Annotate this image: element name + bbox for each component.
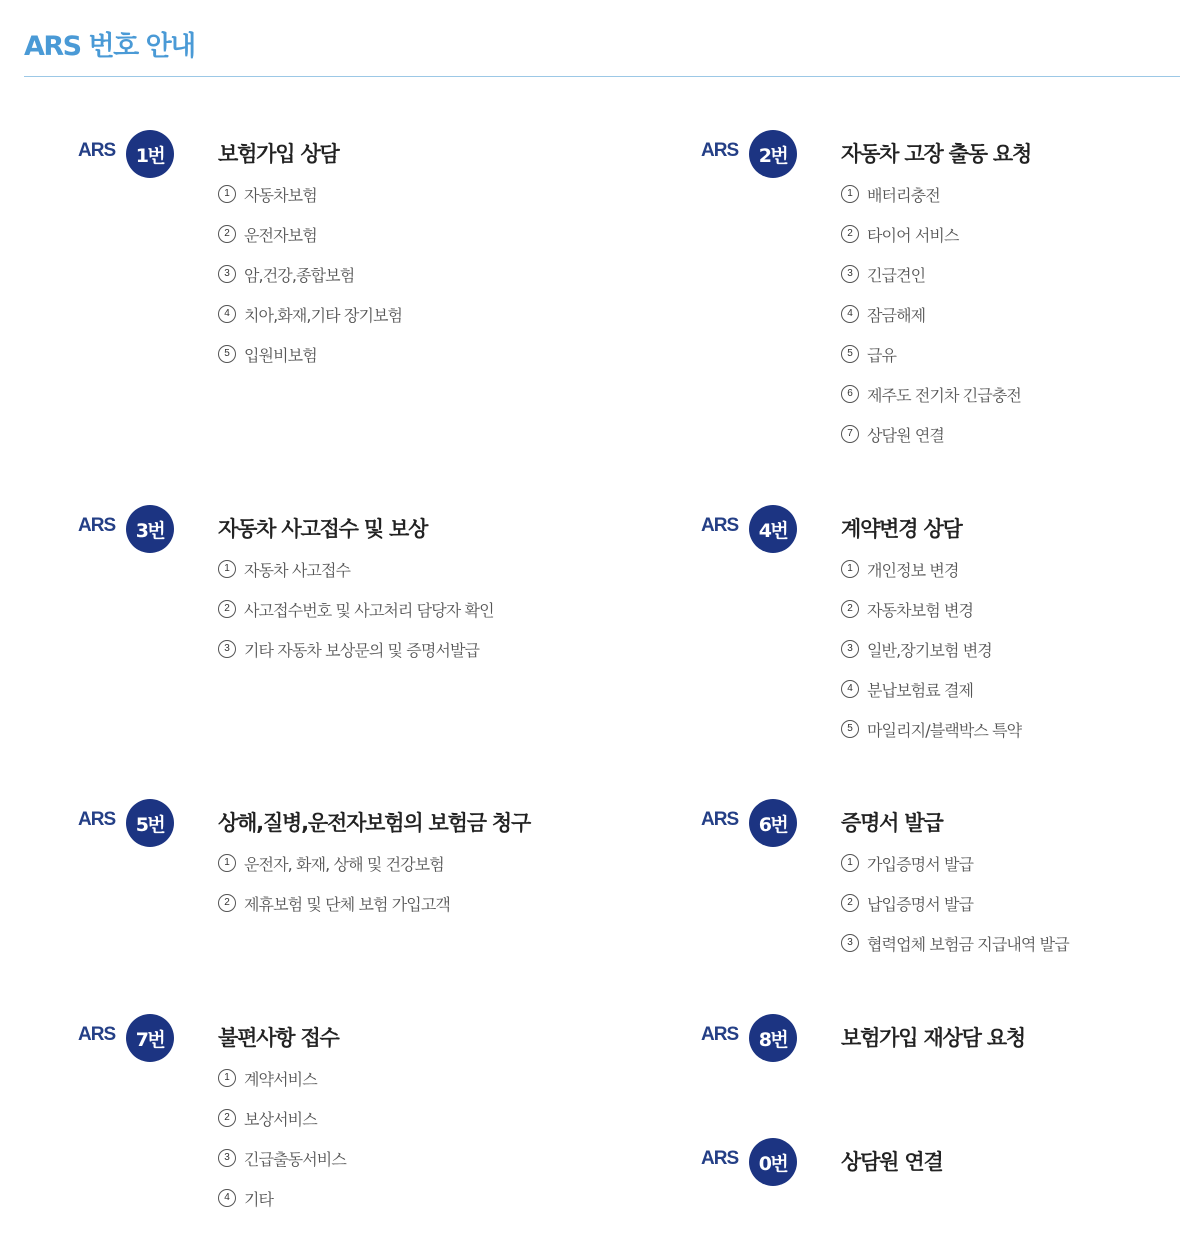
option-text: 마일리지/블랙박스 특약 — [867, 721, 1022, 740]
option-text: 입원비보험 — [244, 346, 317, 365]
option-item — [841, 183, 1021, 223]
section-title: 불편사항 접수 — [218, 1026, 339, 1050]
option-text: 보상서비스 — [244, 1110, 317, 1129]
circled-number-icon: 1 — [218, 854, 236, 872]
ars-number-badge: 3번 — [126, 505, 174, 553]
ars-number-badge: 6번 — [749, 799, 797, 847]
section-title: 보험가입 상담 — [218, 142, 339, 166]
option-item — [218, 183, 402, 223]
option-text: 개인정보 변경 — [867, 561, 959, 580]
option-item — [218, 1107, 346, 1147]
option-text: 분납보험료 결제 — [867, 681, 974, 700]
circled-number-icon: 2 — [841, 600, 859, 618]
option-text: 계약서비스 — [244, 1070, 317, 1089]
circled-number-icon: 2 — [841, 894, 859, 912]
option-text: 제주도 전기차 긴급충전 — [867, 386, 1021, 405]
circled-number-icon: 1 — [841, 560, 859, 578]
ars-label: ARS — [701, 140, 739, 161]
ars-label: ARS — [701, 515, 739, 536]
option-item — [841, 558, 1021, 598]
option-text: 운전자보험 — [244, 226, 317, 245]
option-text: 상담원 연결 — [867, 426, 944, 445]
circled-number-icon: 4 — [841, 305, 859, 323]
circled-number-icon: 3 — [841, 934, 859, 952]
option-item — [218, 558, 494, 598]
option-item — [218, 1147, 346, 1187]
option-text: 치아,화재,기타 장기보험 — [244, 306, 403, 325]
circled-number-icon: 4 — [841, 680, 859, 698]
option-item — [841, 343, 1021, 383]
circled-number-icon: 2 — [841, 225, 859, 243]
option-text: 일반,장기보험 변경 — [867, 641, 992, 660]
circled-number-icon: 5 — [218, 345, 236, 363]
option-text: 배터리충전 — [867, 186, 940, 205]
circled-number-icon: 4 — [218, 305, 236, 323]
option-item — [841, 383, 1021, 423]
circled-number-icon: 1 — [218, 560, 236, 578]
circled-number-icon: 2 — [218, 600, 236, 618]
circled-number-icon: 1 — [841, 854, 859, 872]
option-item — [218, 263, 402, 303]
option-text: 납입증명서 발급 — [867, 895, 974, 914]
option-text: 자동차보험 변경 — [867, 601, 974, 620]
option-text: 협력업체 보험금 지급내역 발급 — [867, 935, 1069, 954]
circled-number-icon: 3 — [841, 265, 859, 283]
option-item — [218, 852, 450, 892]
option-text: 암,건강,종합보험 — [244, 266, 355, 285]
section-title: 상담원 연결 — [841, 1150, 943, 1174]
option-text: 기타 자동차 보상문의 및 증명서발급 — [244, 641, 480, 660]
circled-number-icon: 3 — [841, 640, 859, 658]
option-item — [218, 343, 402, 383]
circled-number-icon: 2 — [218, 1109, 236, 1127]
option-text: 운전자, 화재, 상해 및 건강보험 — [244, 855, 444, 874]
option-list — [218, 852, 450, 932]
ars-number-badge: 0번 — [749, 1138, 797, 1186]
circled-number-icon: 3 — [218, 1149, 236, 1167]
option-text: 타이어 서비스 — [867, 226, 959, 245]
option-item — [841, 303, 1021, 343]
option-text: 자동차보험 — [244, 186, 317, 205]
option-item — [218, 892, 450, 932]
option-text: 긴급견인 — [867, 266, 926, 285]
circled-number-icon: 3 — [218, 640, 236, 658]
option-item — [218, 598, 494, 638]
option-item — [218, 1067, 346, 1107]
ars-label: ARS — [78, 140, 116, 161]
section-title: 계약변경 상담 — [841, 517, 962, 541]
option-text: 급유 — [867, 346, 897, 365]
page-title: ARS 번호 안내 — [24, 31, 195, 62]
section-title: 자동차 고장 출동 요청 — [841, 142, 1032, 166]
circled-number-icon: 7 — [841, 425, 859, 443]
option-item — [841, 852, 1069, 892]
ars-label: ARS — [701, 1024, 739, 1045]
ars-label: ARS — [701, 1148, 739, 1169]
option-list — [218, 558, 494, 678]
circled-number-icon: 2 — [218, 894, 236, 912]
circled-number-icon: 1 — [218, 1069, 236, 1087]
option-item — [218, 638, 494, 678]
option-text: 기타 — [244, 1190, 274, 1209]
option-list — [841, 852, 1069, 972]
circled-number-icon: 5 — [841, 345, 859, 363]
option-text: 자동차 사고접수 — [244, 561, 351, 580]
option-item — [218, 223, 402, 263]
option-text: 사고접수번호 및 사고처리 담당자 확인 — [244, 601, 494, 620]
section-title: 증명서 발급 — [841, 811, 943, 835]
ars-label: ARS — [701, 809, 739, 830]
option-item — [841, 598, 1021, 638]
ars-number-badge: 2번 — [749, 130, 797, 178]
section-title: 보험가입 재상담 요청 — [841, 1026, 1025, 1050]
circled-number-icon: 4 — [218, 1189, 236, 1207]
ars-number-badge: 5번 — [126, 799, 174, 847]
ars-label: ARS — [78, 515, 116, 536]
option-text: 긴급출동서비스 — [244, 1150, 346, 1169]
ars-number-badge: 1번 — [126, 130, 174, 178]
option-item — [841, 638, 1021, 678]
ars-number-badge: 4번 — [749, 505, 797, 553]
option-item — [841, 423, 1021, 463]
ars-label: ARS — [78, 809, 116, 830]
title-divider — [24, 76, 1180, 77]
section-title: 자동차 사고접수 및 보상 — [218, 517, 428, 541]
option-list — [841, 183, 1021, 463]
section-title: 상해,질병,운전자보험의 보험금 청구 — [218, 811, 531, 835]
circled-number-icon: 1 — [841, 185, 859, 203]
circled-number-icon: 5 — [841, 720, 859, 738]
ars-number-badge: 8번 — [749, 1014, 797, 1062]
option-list — [841, 558, 1021, 758]
circled-number-icon: 3 — [218, 265, 236, 283]
option-text: 잠금해제 — [867, 306, 926, 325]
circled-number-icon: 6 — [841, 385, 859, 403]
option-item — [841, 263, 1021, 303]
option-list — [218, 1067, 346, 1227]
option-item — [841, 223, 1021, 263]
circled-number-icon: 1 — [218, 185, 236, 203]
ars-label: ARS — [78, 1024, 116, 1045]
option-text: 제휴보험 및 단체 보험 가입고객 — [244, 895, 450, 914]
option-item — [841, 718, 1021, 758]
option-item — [218, 303, 402, 343]
option-item — [841, 932, 1069, 972]
option-item — [218, 1187, 346, 1227]
circled-number-icon: 2 — [218, 225, 236, 243]
option-text: 가입증명서 발급 — [867, 855, 974, 874]
option-list — [218, 183, 402, 383]
option-item — [841, 892, 1069, 932]
ars-number-badge: 7번 — [126, 1014, 174, 1062]
option-item — [841, 678, 1021, 718]
